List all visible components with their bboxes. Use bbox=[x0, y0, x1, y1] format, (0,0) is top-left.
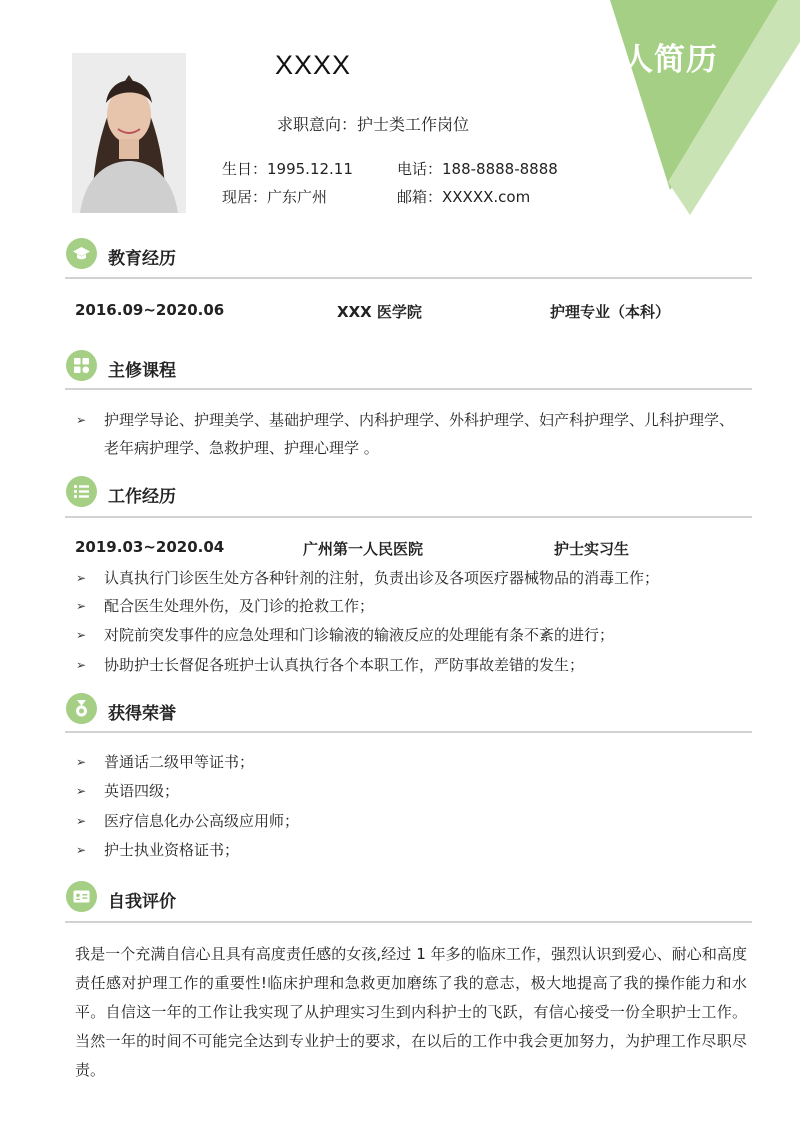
grid-icon bbox=[66, 350, 97, 381]
medal-icon bbox=[66, 693, 97, 724]
self-evaluation-text: 我是一个充满自信心且具有高度责任感的女孩,经过 1 年多的临床工作，强烈认识到爱心、耐心和高度责任感对护理工作的重要性!临床护理和急救更加磨练了我的意志，极大地提高了我的操作能力和水平。自信这一年的工作让我实现了从护理实习生到内科护士的飞跃，有信心接受一份全职护士工作。当然一年的时间不可能完全达到专业护士的要求，在以后的工作中我会更加努力，为护理工作尽职尽责。 bbox=[75, 945, 747, 1079]
section-title: 获得荣誉 bbox=[108, 704, 176, 724]
job-position: 护士实习生 bbox=[554, 540, 630, 558]
company-name: 广州第一人民医院 bbox=[303, 540, 424, 558]
arrow-bullet-icon: ➢ bbox=[76, 599, 87, 613]
resume-heading: 个人简历 bbox=[590, 42, 718, 78]
work-list-item: ➢ 协助护士长督促各班护士认真执行各个本职工作，严防事故差错的发生； bbox=[76, 651, 746, 679]
residence: 现居：广东广州 bbox=[222, 188, 328, 206]
honor-list-item: ➢ 普通话二级甲等证书； bbox=[76, 748, 746, 776]
arrow-bullet-icon: ➢ bbox=[76, 413, 87, 427]
divider bbox=[65, 388, 752, 390]
profile-photo bbox=[72, 53, 186, 213]
arrow-bullet-icon: ➢ bbox=[76, 784, 87, 798]
candidate-name: XXXX bbox=[275, 50, 352, 80]
section-title: 工作经历 bbox=[108, 487, 176, 507]
corner-triangle-decoration bbox=[540, 0, 800, 215]
honor-list-item: ➢ 英语四级； bbox=[76, 777, 746, 805]
education-period: 2016.09~2020.06 bbox=[75, 301, 225, 319]
school-name: XXX 医学院 bbox=[337, 303, 422, 321]
graduation-cap-icon bbox=[66, 238, 97, 269]
arrow-bullet-icon: ➢ bbox=[76, 755, 87, 769]
divider bbox=[65, 277, 752, 279]
work-period: 2019.03~2020.04 bbox=[75, 538, 225, 556]
id-card-icon bbox=[66, 881, 97, 912]
divider bbox=[65, 516, 752, 518]
job-objective: 求职意向：护士类工作岗位 bbox=[277, 115, 470, 134]
major: 护理专业（本科） bbox=[550, 303, 671, 321]
divider bbox=[65, 921, 752, 923]
section-title: 自我评价 bbox=[108, 892, 176, 912]
work-list-item: ➢ 认真执行门诊医生处方各种针剂的注射，负责出诊及各项医疗器械物品的消毒工作； bbox=[76, 564, 746, 592]
email-address: 邮箱：XXXXX.com bbox=[397, 188, 531, 206]
arrow-bullet-icon: ➢ bbox=[76, 571, 87, 585]
divider bbox=[65, 731, 752, 733]
list-icon bbox=[66, 476, 97, 507]
section-title: 教育经历 bbox=[108, 249, 176, 269]
honor-list-item: ➢ 医疗信息化办公高级应用师； bbox=[76, 807, 746, 835]
arrow-bullet-icon: ➢ bbox=[76, 628, 87, 642]
arrow-bullet-icon: ➢ bbox=[76, 658, 87, 672]
phone-number: 电话：188-8888-8888 bbox=[397, 160, 558, 178]
course-list-item: ➢ 护理学导论、护理美学、基础护理学、内科护理学、外科护理学、妇产科护理学、儿科护理学、老年病护理学、急救护理、护理心理学 。 bbox=[76, 406, 746, 462]
arrow-bullet-icon: ➢ bbox=[76, 814, 87, 828]
arrow-bullet-icon: ➢ bbox=[76, 843, 87, 857]
birth-date: 生日：1995.12.11 bbox=[222, 160, 353, 178]
work-list-item: ➢ 配合医生处理外伤，及门诊的抢救工作； bbox=[76, 592, 746, 620]
section-title: 主修课程 bbox=[108, 361, 176, 381]
work-list-item: ➢ 对院前突发事件的应急处理和门诊输液的输液反应的处理能有条不紊的进行； bbox=[76, 621, 746, 649]
honor-list-item: ➢ 护士执业资格证书； bbox=[76, 836, 746, 864]
